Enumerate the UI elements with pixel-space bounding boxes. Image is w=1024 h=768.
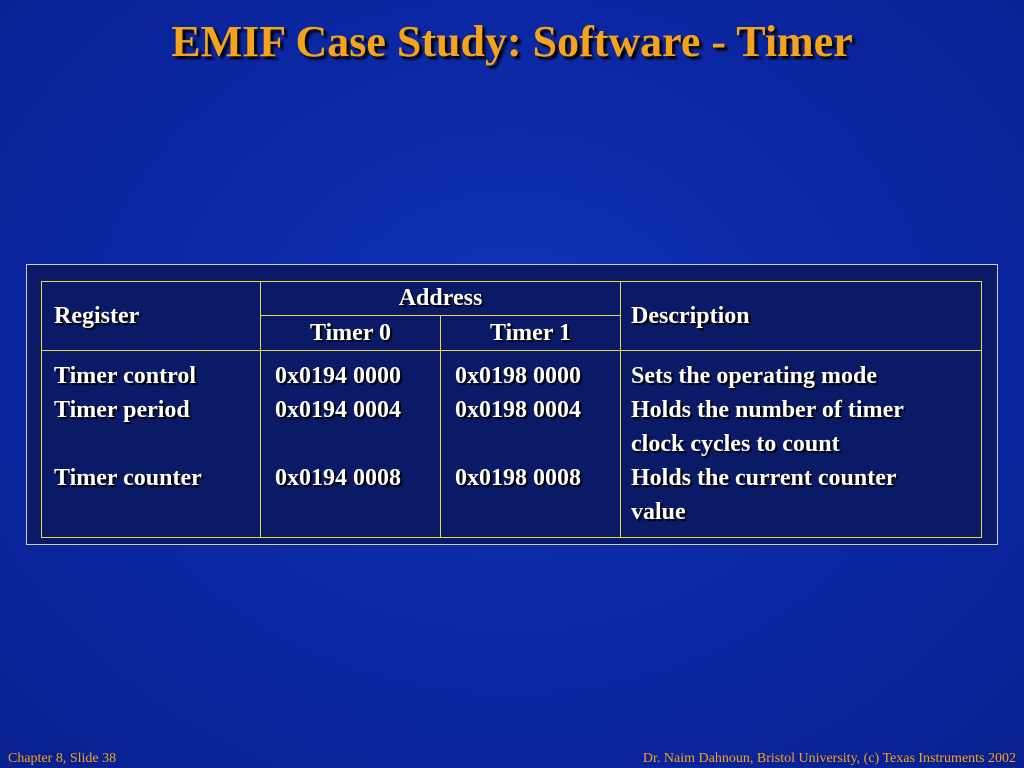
description-line: Holds the current counter [631, 465, 897, 491]
timer0-address: 0x0194 0004 [275, 397, 401, 423]
register-name: Timer control [54, 363, 196, 389]
timer1-address-column [441, 351, 621, 538]
timer0-address: 0x0194 0008 [275, 465, 401, 491]
header-description: Description [621, 282, 982, 351]
header-timer0: Timer 0 [261, 316, 441, 351]
spacer-line [275, 427, 440, 461]
register-table [41, 281, 982, 538]
timer0-address: 0x0194 0000 [275, 363, 401, 389]
description-line: value [631, 499, 686, 525]
footer-slide-number: Chapter 8, Slide 38 [8, 751, 117, 766]
timer1-address: 0x0198 0008 [455, 465, 581, 491]
spacer-line [54, 427, 260, 461]
register-name-column [42, 351, 261, 538]
register-name: Timer counter [54, 465, 202, 491]
table-body-row [42, 351, 982, 538]
description-line: clock cycles to count [631, 431, 840, 457]
spacer-line [455, 427, 620, 461]
footer-credit: Dr. Naim Dahnoun, Bristol University, (c) Texas Instruments 2002 [642, 751, 1016, 766]
description-line: Sets the operating mode [631, 363, 877, 389]
description-column [621, 351, 982, 538]
header-address: Address [261, 282, 621, 316]
timer1-address: 0x0198 0004 [455, 397, 581, 423]
timer1-address: 0x0198 0000 [455, 363, 581, 389]
timer0-address-column [261, 351, 441, 538]
slide-title: EMIF Case Study: Software - Timer [171, 17, 853, 66]
description-line: Holds the number of timer [631, 397, 904, 423]
register-name: Timer period [54, 397, 190, 423]
header-timer1: Timer 1 [441, 316, 621, 351]
table-header-row [42, 282, 982, 316]
header-register: Register [42, 282, 261, 351]
